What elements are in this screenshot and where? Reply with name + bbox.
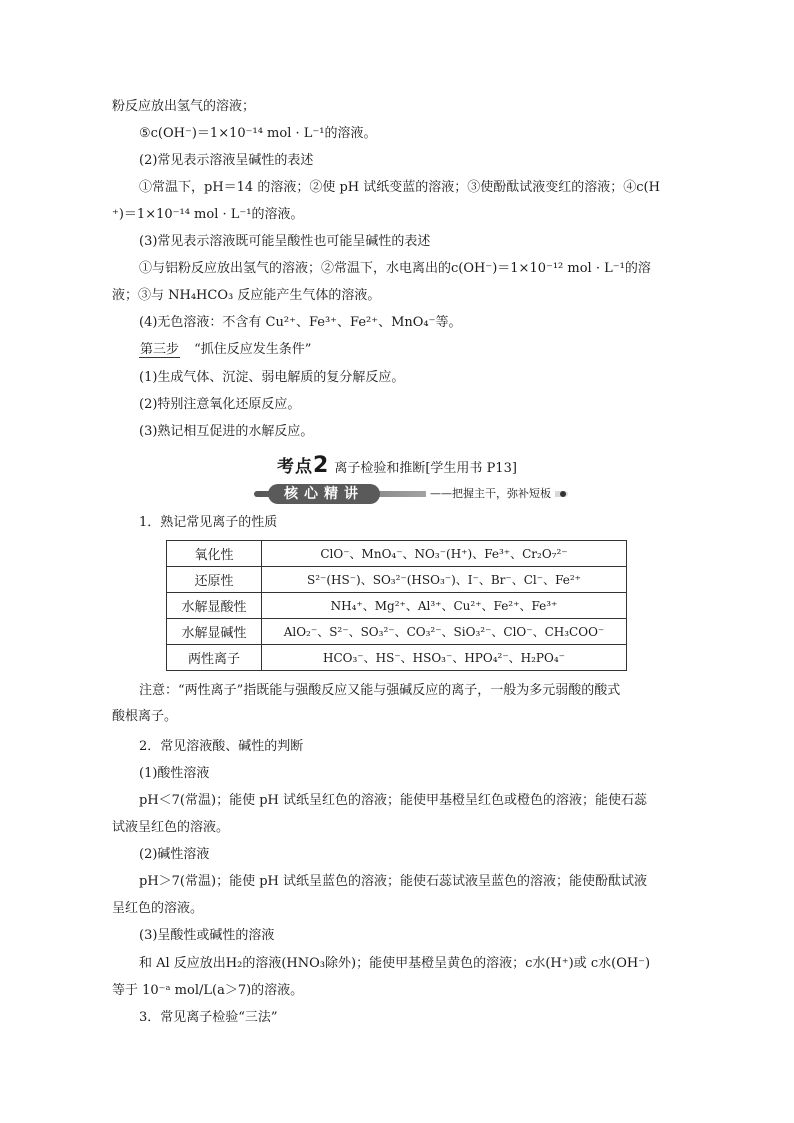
banner-label: 核心精讲: [268, 484, 380, 504]
text-line: 呈红色的溶液。: [112, 901, 204, 916]
table-cell-key: 两性离子: [167, 645, 262, 671]
text-line: ⑤c(OH⁻)＝1×10⁻¹⁴ mol · L⁻¹的溶液。: [139, 126, 377, 141]
text-line: 液；③与 NH₄HCO₃ 反应能产生气体的溶液。: [112, 288, 381, 303]
text-line: (2)常见表示溶液呈碱性的表述: [139, 153, 314, 168]
table-row: [167, 645, 627, 671]
subheading: 1．熟记常见离子的性质: [139, 515, 278, 530]
table-row: [167, 567, 627, 593]
ion-property-table: [166, 540, 627, 671]
text-line: pH＜7(常温)；能使 pH 试纸呈红色的溶液；能使甲基橙呈红色或橙色的溶液；能使石蕊: [139, 793, 647, 808]
text-line: (4)无色溶液：不含有 Cu²⁺、Fe³⁺、Fe²⁺、MnO₄⁻等。: [139, 315, 462, 330]
text-line: 和 Al 反应放出H₂的溶液(HNO₃除外)；能使甲基橙呈黄色的溶液；c水(H⁺)或 c水(OH⁻): [139, 956, 651, 971]
note-line: 酸根离子。: [112, 709, 178, 724]
note-line: 注意：“两性离子”指既能与强酸反应又能与强碱反应的离子，一般为多元弱酸的酸式: [139, 683, 621, 698]
table-cell-key: 水解显酸性: [167, 593, 262, 619]
bullet-dot-icon: [560, 491, 566, 497]
section-kd: 考点: [277, 457, 314, 477]
subheading: 3．常见离子检验“三法”: [139, 1010, 278, 1025]
text-line: pH＞7(常温)；能使 pH 试纸呈蓝色的溶液；能使石蕊试液呈蓝色的溶液；能使酚酞试液: [139, 874, 647, 889]
step3-text: “抓住反应发生条件”: [194, 342, 312, 357]
step3-tag: 第三步: [140, 342, 180, 357]
table-row: [167, 593, 627, 619]
list-item: (1)生成气体、沉淀、弱电解质的复分解反应。: [139, 370, 405, 385]
table-cell-value: ClO⁻、MnO₄⁻、NO₃⁻(H⁺)、Fe³⁺、Cr₂O₇²⁻: [262, 541, 627, 567]
section-title: 离子检验和推断[学生用书 P13]: [334, 461, 517, 476]
text-line: (2)碱性溶液: [139, 847, 210, 862]
text-line: ①常温下，pH＝14 的溶液；②使 pH 试纸变蓝的溶液；③使酚酞试液变红的溶液；④c(H: [139, 180, 660, 195]
table-cell-value: S²⁻(HS⁻)、SO₃²⁻(HSO₃⁻)、I⁻、Br⁻、Cl⁻、Fe²⁺: [262, 567, 627, 593]
text-line: (3)呈酸性或碱性的溶液: [139, 928, 275, 943]
table-cell-value: NH₄⁺、Mg²⁺、Al³⁺、Cu²⁺、Fe²⁺、Fe³⁺: [262, 593, 627, 619]
section-number: 2: [313, 453, 329, 478]
table-cell-value: AlO₂⁻、S²⁻、SO₃²⁻、CO₃²⁻、SiO₃²⁻、ClO⁻、CH₃COO⁻: [262, 619, 627, 645]
text-line: (3)常见表示溶液既可能呈酸性也可能呈碱性的表述: [139, 234, 431, 249]
text-line: ⁺)＝1×10⁻¹⁴ mol · L⁻¹的溶液。: [112, 207, 304, 222]
step3-heading: [139, 341, 311, 359]
table-cell-key: 水解显碱性: [167, 619, 262, 645]
list-item: (2)特别注意氧化还原反应。: [139, 397, 301, 412]
banner-tagline: ——把握主干，弥补短板: [426, 486, 555, 502]
text-line: (1)酸性溶液: [139, 766, 210, 781]
section-heading: [0, 452, 794, 478]
text-line: 粉反应放出氢气的溶液；: [112, 99, 256, 114]
table-cell-key: 氧化性: [167, 541, 262, 567]
text-line: ①与铝粉反应放出氢气的溶液；②常温下，水电离出的c(OH⁻)＝1×10⁻¹² mol · L⁻¹的溶: [139, 261, 651, 276]
list-item: (3)熟记相互促进的水解反应。: [139, 424, 314, 439]
core-banner: [254, 484, 568, 504]
table-row: [167, 619, 627, 645]
subheading: 2．常见溶液酸、碱性的判断: [139, 739, 304, 754]
text-line: 试液呈红色的溶液。: [112, 820, 230, 835]
table-cell-value: HCO₃⁻、HS⁻、HSO₃⁻、HPO₄²⁻、H₂PO₄⁻: [262, 645, 627, 671]
text-line: 等于 10⁻ᵃ mol/L(a＞7)的溶液。: [112, 983, 304, 998]
table-cell-key: 还原性: [167, 567, 262, 593]
table-row: [167, 541, 627, 567]
